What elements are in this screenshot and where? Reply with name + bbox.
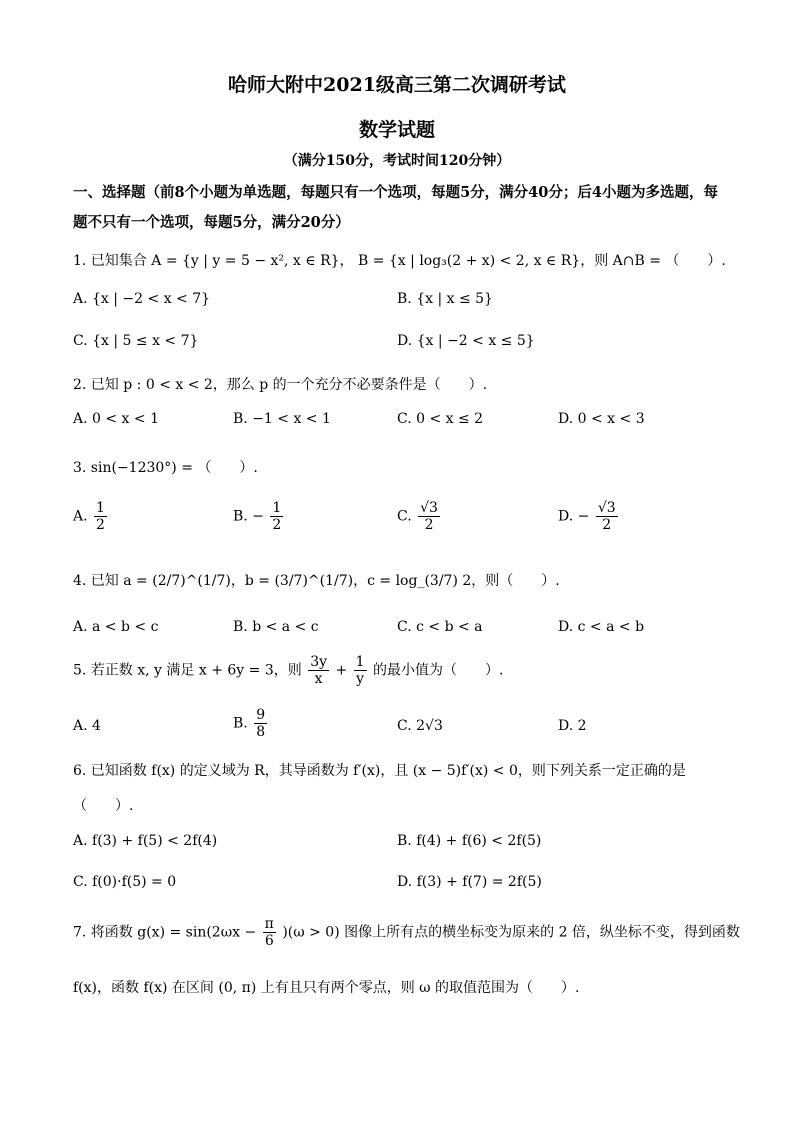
numerator: π: [264, 916, 274, 932]
question-3-option-a: [73, 500, 109, 533]
operator: +: [335, 662, 348, 679]
numerator: 1: [96, 500, 105, 516]
question-3-option-c: [397, 500, 442, 533]
question-4-option-c: C. c < b < a: [397, 619, 483, 635]
question-3-option-b: [233, 500, 285, 533]
question-1-option-b: B. {x | x ≤ 5}: [397, 291, 493, 307]
numerator: √3: [597, 500, 616, 516]
denominator: y: [356, 671, 365, 687]
fraction: [308, 654, 329, 687]
question-7-stem: [73, 916, 740, 949]
question-5-option-c: C. 2√3: [397, 718, 443, 734]
question-6-stem-continued: （ ）.: [73, 798, 134, 814]
question-1-option-d: D. {x | −2 < x ≤ 5}: [397, 333, 535, 349]
stem-text: 的最小值为（ ）.: [373, 662, 504, 679]
numerator: 3y: [310, 654, 328, 670]
option-letter: C.: [397, 508, 412, 525]
numerator: 9: [256, 707, 266, 723]
fraction: [270, 500, 283, 533]
question-2-option-a: A. 0 < x < 1: [73, 411, 159, 427]
numerator: 1: [355, 654, 365, 670]
option-letter: D. −: [558, 508, 590, 525]
question-4-stem: 4. 已知 a = (2/7)^(1/7)，b = (3/7)^(1/7)，c = log_(3/7) 2，则（ ）.: [73, 573, 560, 589]
numerator: √3: [420, 500, 438, 516]
question-6-option-a: A. f(3) + f(5) < 2f(4): [73, 833, 218, 849]
exam-note: （满分150分，考试时间120分钟）: [283, 153, 511, 169]
denominator: 2: [272, 517, 282, 533]
section-heading: 一、选择题（前8个小题为单选题，每题只有一个选项，每题5分，满分40分；后4小题为多选题，每题不只有一个选项，每题5分，满分20分）: [73, 184, 718, 231]
question-1-option-a: A. {x | −2 < x < 7}: [73, 291, 211, 307]
fraction: [596, 500, 618, 533]
denominator: 6: [264, 933, 274, 949]
question-5-option-d: D. 2: [558, 718, 587, 734]
exam-subject: 数学试题: [358, 119, 435, 141]
question-4-option-b: B. b < a < c: [233, 619, 319, 635]
denominator: 2: [96, 517, 105, 533]
question-6-option-c: C. f(0)·f(5) = 0: [73, 874, 177, 890]
denominator: x: [314, 671, 323, 687]
question-6-option-b: B. f(4) + f(6) < 2f(5): [397, 833, 542, 849]
option-letter: A.: [73, 508, 88, 525]
stem-text: 7. 将函数 g(x) = sin(2ωx −: [73, 924, 257, 941]
question-3-option-d: [558, 500, 620, 533]
question-6-stem: 6. 已知函数 f(x) 的定义域为 R，其导函数为 f′(x)，且 (x − 5)f′(x) < 0，则下列关系一定正确的是: [73, 763, 686, 779]
fraction: [254, 707, 267, 740]
denominator: 2: [424, 517, 434, 533]
question-1-option-c: C. {x | 5 ≤ x < 7}: [73, 333, 199, 349]
question-2-option-d: D. 0 < x < 3: [558, 411, 645, 427]
exam-title: 哈师大附中2021级高三第二次调研考试: [228, 74, 566, 96]
stem-text: 5. 若正数 x, y 满足 x + 6y = 3，则: [73, 662, 302, 679]
option-letter: B. −: [233, 508, 264, 525]
question-7-stem-continued: f(x)，函数 f(x) 在区间 (0, π) 上有且只有两个零点，则 ω 的取值范围为（ ）.: [73, 980, 580, 996]
question-5-stem: [73, 654, 504, 687]
question-3-stem: 3. sin(−1230°) = （ ）.: [73, 460, 258, 476]
question-2-stem: 2. 已知 p : 0 < x < 2，那么 p 的一个充分不必要条件是（ ）.: [73, 377, 488, 393]
numerator: 1: [272, 500, 282, 516]
fraction: [354, 654, 367, 687]
question-2-option-b: B. −1 < x < 1: [233, 411, 331, 427]
denominator: 8: [256, 724, 266, 740]
question-4-option-a: A. a < b < c: [73, 619, 159, 635]
question-6-option-d: D. f(3) + f(7) = 2f(5): [397, 874, 542, 890]
question-1-stem: 1. 已知集合 A = {y | y = 5 − x², x ∈ R}， B = {x | log₃(2 + x) < 2, x ∈ R}，则 A∩B = （ ）.: [73, 253, 726, 269]
question-5-option-b: [233, 707, 269, 740]
question-5-option-a: A. 4: [73, 718, 101, 734]
fraction: [94, 500, 107, 533]
denominator: 2: [602, 517, 612, 533]
fraction: [263, 916, 276, 949]
option-letter: B.: [233, 715, 248, 732]
question-4-option-d: D. c < a < b: [558, 619, 645, 635]
question-2-option-c: C. 0 < x ≤ 2: [397, 411, 484, 427]
stem-text: )(ω > 0) 图像上所有点的横坐标变为原来的 2 倍，纵坐标不变，得到函数: [282, 924, 740, 941]
fraction: [418, 500, 440, 533]
